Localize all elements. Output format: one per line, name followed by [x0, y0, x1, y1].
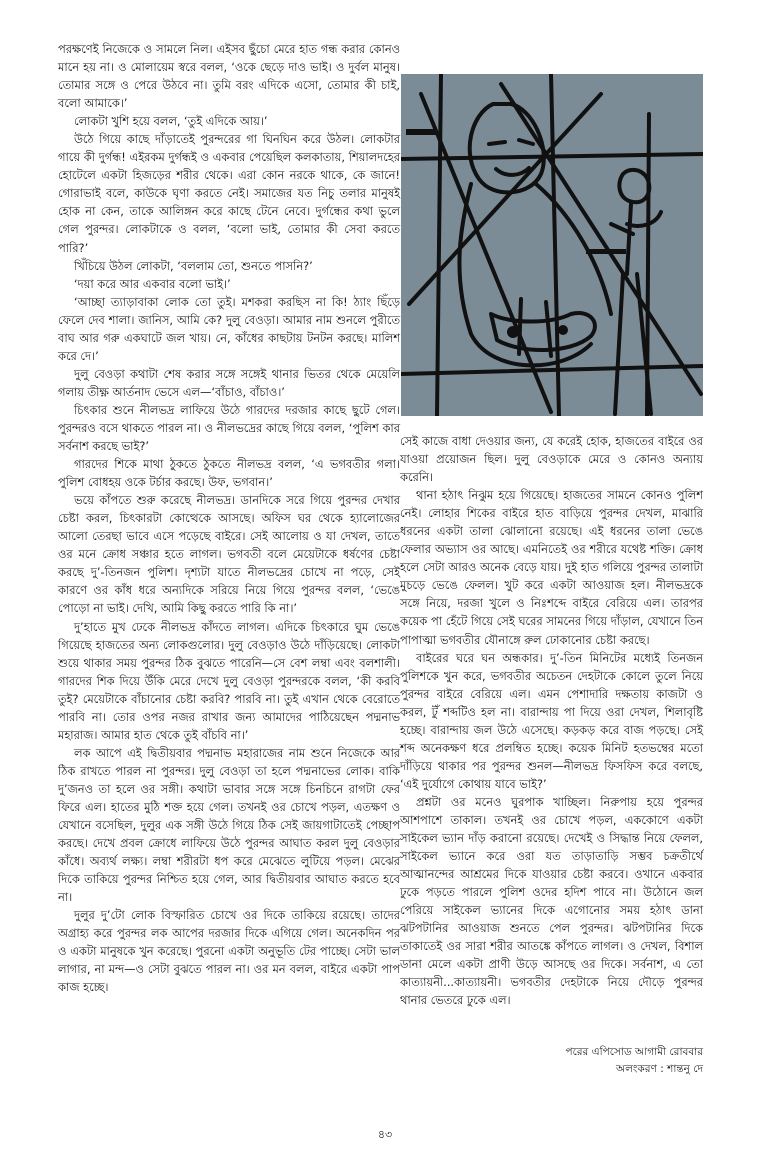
prison-scene-drawing: [401, 74, 703, 416]
right-text-column: [400, 432, 703, 1010]
paragraph: সেই কাজে বাধা দেওয়ার জন্য, যে করেই হোক, হাজতের বাইরে ওর যাওয়া প্রয়োজন ছিল। দুলু বেওড়াকে মেরে ও কোনও অন্যায় করেনি।: [400, 434, 703, 485]
story-illustration: [401, 74, 703, 416]
paragraph: বাইরের ঘরে ঘন অন্ধকার। দু’-তিন মিনিটের মধ্যেই তিনজন পুলিশকে খুন করে, ভগবতীর অচেতন দেহটাকে কোলে তুলে নিয়ে পুরন্দর বাইরে বেরিয়ে এল। এমন পেশাদারি দক্ষতায় কাজটা ও করল, টুঁ শব্দটিও হল না। বারান্দায় পা দিয়ে ওরা দেখল, শিলাবৃষ্টি হচ্ছে। বারান্দায় জল উঠে এসেছে। কড়কড় করে বাজ পড়ছে। সেই শব্দ অনেকক্ষণ ধরে প্রলম্বিত হচ্ছে। কয়েক মিনিট হতভম্বের মতো দাঁড়িয়ে থাকার পর পুরন্দর শুনল—নীলভদ্র ফিসফিস করে বলছে, ‘এই দুর্যোগে কোথায় যাবে ভাই?’: [400, 650, 703, 791]
paragraph: দুলু বেওড়া কথাটা শেষ করার সঙ্গে সঙ্গেই থানার ভিতর থেকে মেয়েলি গলায় তীক্ষ্ণ আর্তনাদ ভেসে এল—‘বাঁচাও, বাঁচাও।’: [58, 366, 400, 399]
paragraph: ‘দয়া করে আর একবার বলো ভাই।’: [74, 276, 231, 291]
paragraph: দুলুর দু’টো লোক বিস্ফারিত চোখে ওর দিকে তাকিয়ে রয়েছে। তাদের অগ্রাহ্য করে পুরন্দর লক আপের দরজার দিকে এগিয়ে গেল। অনেকদিন পর ও একটা মানুষকে খুন করেছে। পুরনো একটা অনুভূতি টের পাচ্ছে। সেটা ভাল লাগার, না মন্দ—ও সেটা বুঝতে পারল না। ওর মন বলল, বাইরে একটা পাপ কাজ হচ্ছে।: [58, 908, 400, 995]
paragraph: গারদের শিকে মাথা ঠুকতে ঠুকতে নীলভদ্র বলল, ‘এ ভগবতীর গলা। পুলিশ বোধহয় ওকে টর্চার করছে। উফ, ভগবান।’: [58, 457, 400, 490]
paragraph: লক আপে এই দ্বিতীয়বার পদ্মনাভ মহারাজের নাম শুনে নিজেকে আর ঠিক রাখতে পারল না পুরন্দর। দুলু বেওড়া তা হলে পদ্মনাভের লোক। বাকি দু’জনও তা হলে ওর সঙ্গী। কথাটা ভাবার সঙ্গে সঙ্গে চিনচিনে রাগটা ফের ফিরে এল। হাতের মুঠি শক্ত হয়ে গেল। তখনই ওর চোখে পড়ল, এতক্ষণ ও যেখানে বসেছিল, দুলুর এক সঙ্গী উঠে গিয়ে ঠিক সেই জায়গাটাতেই পেচ্ছাপ করছে। দেখে প্রবল ক্রোধে লাফিয়ে উঠে পুরন্দর আঘাত করল দুলু বেওড়ার কাঁধে। অব্যর্থ লক্ষ্য। লম্বা শরীরটা ধপ করে মেঝেতে লুটিয়ে পড়ল। মেঝের দিকে তাকিয়ে পুরন্দর নিশ্চিত হয়ে গেল, আর দ্বিতীয়বার আঘাত করতে হবে না।: [58, 745, 400, 905]
paragraph: প্রশ্নটা ওর মনেও ঘুরপাক খাচ্ছিল। নিরুপায় হয়ে পুরন্দর আশপাশে তাকাল। তখনই ওর চোখে পড়ল, এককোণে একটা সাইকেল ভ্যান দাঁড় করানো রয়েছে। দেখেই ও সিদ্ধান্ত নিয়ে ফেলল, সাইকেল ভ্যানে করে ওরা যত তাড়াতাড়ি সম্ভব চক্রতীর্থে আত্মানন্দের আশ্রমের দিকে যাওয়ার চেষ্টা করবে। ওখানে একবার ঢুকে পড়তে পারলে পুলিশ ওদের হদিশ পাবে না। উঠোনে জল পেরিয়ে সাইকেল ভ্যানের দিকে এগোনোর সময় হঠাৎ ডানা ঝটপটানির আওয়াজ শুনতে পেল পুরন্দর। ঝটপটানির দিকে তাকাতেই ওর সারা শরীর আতঙ্কে কাঁপতে লাগল। ও দেখল, বিশাল ডানা মেলে একটা প্রাণী উড়ে আসছে ওর দিকে। সর্বনাশ, এ তো কাত্যায়নী...কাত্যায়নী। ভগবতীর দেহটাকে নিয়ে দৌড়ে পুরন্দর থানার ভেতরে ঢুকে এল।: [400, 794, 703, 1008]
paragraph: লোকটা খুশি হয়ে বলল, ‘তুই এদিকে আয়।’: [74, 114, 268, 129]
paragraph: উঠে গিয়ে কাছে দাঁড়াতেই পুরন্দরের গা ঘিনঘিন করে উঠল। লোকটার গায়ে কী দুর্গন্ধ! এইরকম দুর্গন্ধই ও একবার পেয়েছিল কলকাতায়, শিয়ালদহের হোটেলে একটা হিজড়ের শরীর থেকে। এরা কোন নরকে থাকে, কে জানে! গোরাভাই বলে, কাউকে ঘৃণা করতে নেই। সমাজের যত নিচু তলার মানুষই হোক না কেন, তাকে আলিঙ্গন করে কাছে টেনে নেবে। দুর্গন্ধের কথা ভুলে গেল পুরন্দর। লোকটাকে ও বলল, ‘বলো ভাই, তোমার কী সেবা করতে পারি?’: [58, 132, 400, 255]
paragraph: পরক্ষণেই নিজেকে ও সামলে নিল। এইসব ছুঁচো মেরে হাত গন্ধ করার কোনও মানে হয় না। ও মোলায়েম স্বরে বলল, ‘ওকে ছেড়ে দাও ভাই। ও দুর্বল মানুষ। তোমার সঙ্গে ও পেরে উঠবে না। তুমি বরং এদিকে এসো, তোমার কী চাই, বলো আমাকে।’: [58, 42, 400, 111]
page-number: ৪৩: [377, 1128, 393, 1141]
paragraph: ‘আচ্ছা ত্যাড়াবাকা লোক তো তুই। মশকরা করছিস না কি! ঠ্যাং ছিঁড়ে ফেলে দেব শালা। জানিস, আমি কে? দুলু বেওড়া। আমার নাম শুনলে পুরীতে বাঘ আর গরু একঘাটে জল খায়। নে, কাঁধের কাছটায় টনটন করছে। মালিশ করে দে।’: [58, 294, 400, 363]
illustration-credit: অলংকরণ : শান্তনু দে: [616, 1063, 703, 1075]
paragraph: দু’হাতে মুখ ঢেকে নীলভদ্র কাঁদতে লাগল। এদিকে চিৎকারে ঘুম ভেঙে গিয়েছে হাজতের অন্য লোকগুলোর। দুলু বেওড়াও উঠে দাঁড়িয়েছে। লোকটা শুয়ে থাকার সময় পুরন্দর ঠিক বুঝতে পারেনি—সে বেশ লম্বা এবং বলশালী। গারদের শিক দিয়ে উঁকি মেরে দেখে দুলু বেওড়া পুরন্দরকে বলল, ‘কী করবি তুই? মেয়েটাকে বাঁচানোর চেষ্টা করবি? পারবি না। তুই এখান থেকে বেরোতে পারবি না। তোর ওপর নজর রাখার জন্য আমাদের পাঠিয়েছেন পদ্মনাভ মহারাজ। আমার হাত থেকে তুই বাঁচবি না।’: [58, 619, 400, 742]
paragraph: ভয়ে কাঁপতে শুরু করেছে নীলভদ্র। ডানদিকে সরে গিয়ে পুরন্দর দেখার চেষ্টা করল, চিৎকারটা কোত্থেকে আসছে। অফিস ঘর থেকে হ্যালোজের আলো তেরছা ভাবে এসে পড়েছে বাইরে। সেই আলোয় ও যা দেখল, তাতে ওর মনে ক্রোধ সঞ্চার হতে লাগল। ভগবতী বলে মেয়েটাকে ধর্ষণের চেষ্টা করছে দু’-তিনজন পুলিশ। দৃশ্যটা যাতে নীলভদ্রের চোখে না পড়ে, সেই কারণে ওর কাঁধ ধরে অন্যদিকে সরিয়ে নিয়ে গিয়ে পুরন্দর বলল, ‘ভেঙে পোড়ো না ভাই। দেখি, আমি কিছু করতে পারি কি না।’: [58, 493, 400, 616]
paragraph: খিঁচিয়ে উঠল লোকটা, ‘বললাম তো, শুনতে পাসনি?’: [74, 258, 313, 273]
next-episode-note: পরের এপিসোড আগামী রোববার: [565, 1046, 703, 1058]
paragraph: থানা হঠাৎ নিঝুম হয়ে গিয়েছে। হাজতের সামনে কোনও পুলিশ নেই। লোহার শিকের বাইরে হাত বাড়িয়ে পুরন্দর দেখল, মাঝারি ধরনের একটা তালা ঝোলানো রয়েছে। এই ধরনের তালা ভেঙে ফেলার অভ্যাস ওর আছে। এমনিতেই ওর শরীরে যথেষ্ট শক্তি। ক্রোধ হলে সেটা আরও অনেক বেড়ে যায়। দুই হাত গলিয়ে পুরন্দর তালাটা মুচড়ে ভেঙে ফেলল। খুট করে একটা আওয়াজ হল। নীলভদ্রকে সঙ্গে নিয়ে, দরজা খুলে ও নিঃশব্দে বাইরে বেরিয়ে এল। তারপর কয়েক পা হেঁটে গিয়ে সেই ঘরের সামনের গিয়ে দাঁড়াল, যেখানে তিন পাপাত্মা ভগবতীর যৌনাঙ্গে রুল ঢোকানোর চেষ্টা করছে।: [400, 488, 703, 647]
left-text-column: [58, 40, 400, 996]
paragraph: চিৎকার শুনে নীলভদ্র লাফিয়ে উঠে গারদের দরজার কাছে ছুটে গেল। পুরন্দরও বসে থাকতে পারল না। ও নীলভদ্রের কাছে গিয়ে বলল, ‘পুলিশ কার সর্বনাশ করছে ভাই?’: [58, 402, 400, 454]
episode-credits: [500, 1044, 703, 1078]
